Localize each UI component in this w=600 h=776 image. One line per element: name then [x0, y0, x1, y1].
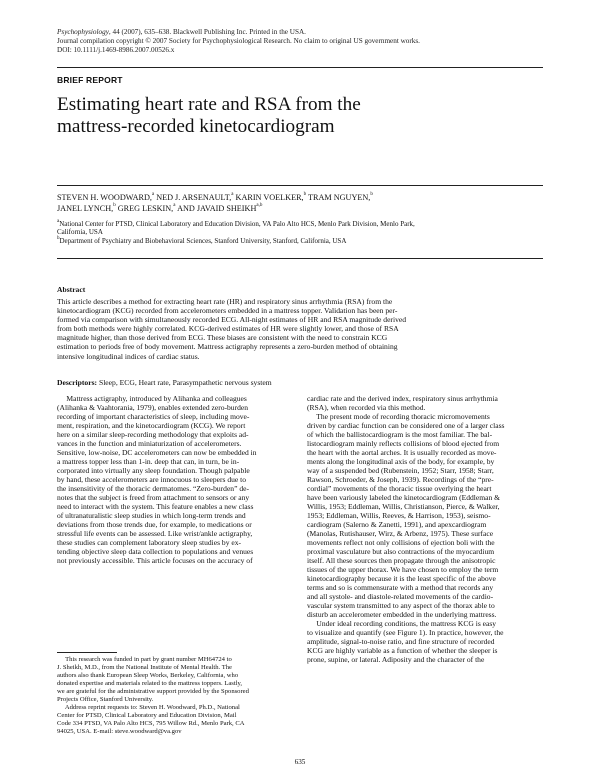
body-text-line: amplitude, signal-to-noise ratio, and fine structure of recorded: [307, 637, 495, 646]
affiliation-mark: b: [303, 192, 307, 197]
body-text-line: (Manolas, Rutishauser, Wirz, & Arbenz, 1975). These surface: [307, 529, 494, 538]
body-text-line: 1953; Eddleman, Willis, Reeves, & Harrison, 1953), seismo-: [307, 511, 491, 520]
author-name: STEVEN H. WOODWARD,: [57, 193, 152, 202]
abstract-heading: Abstract: [57, 285, 86, 294]
abstract-line: estimation to periods free of body movement. Mattress actigraphy represents a zero-burden method of obtaining: [57, 342, 398, 352]
body-text-line: Rawson, Schroeder, & Joseph, 1939). Recordings of the “pre-: [307, 475, 494, 484]
body-text-line: and all systole- and diastole-related movements of the cardio-: [307, 592, 494, 601]
body-text-line: notes that the subject is freed from attachment to sensors or any: [57, 493, 250, 502]
right-column: [307, 394, 543, 664]
abstract-line: from both methods were highly correlated. KCG-derived estimates of HR were slightly lower, and those of RSA: [57, 324, 399, 334]
descriptors: [57, 378, 272, 387]
body-text-line: vances in the function and miniaturization of accelerometers.: [57, 439, 242, 448]
affiliation-mark: b: [113, 202, 116, 208]
body-text-line: corporated into virtually any sleep foundation. Though palpable: [57, 466, 250, 475]
abstract-line: formed via comparison with simultaneously recorded ECG. All-night estimates of HR and RSA magnitude derived: [57, 315, 407, 325]
body-text-line: disturb an accelerometer embedded in the underlying mattress.: [307, 610, 497, 619]
section-label: BRIEF REPORT: [57, 75, 123, 85]
title-line: mattress-recorded kinetocardiogram: [57, 115, 335, 137]
abstract-body: [57, 297, 543, 361]
body-text-line: Sensitive, low-noise, DC accelerometers can now be embedded in: [57, 448, 257, 457]
body-text-line: movements reflect not only collisions of ejection boli with the: [307, 538, 495, 547]
affiliation-text: Department of Psychiatry and Biobehavioral Sciences, Stanford University, Stanford, California, USA: [59, 236, 347, 245]
author-name: TRAM NGUYEN,: [306, 193, 371, 202]
affiliation-mark: b: [370, 192, 373, 197]
descriptors-text: Sleep, ECG, Heart rate, Parasympathetic nervous system: [97, 378, 272, 387]
abstract-line: This article describes a method for extracting heart rate (HR) and respiratory sinus arrhythmia (RSA) from the: [57, 297, 393, 306]
affiliation-b: [57, 237, 543, 245]
affiliation-rule: [57, 258, 543, 259]
author-line: [57, 193, 543, 204]
body-text-line: cordial” movements of the thoracic tissue overlying the heart: [307, 484, 492, 493]
body-text-line: ments along the longitudinal axis of the body, for example, by: [307, 457, 495, 466]
body-text-line: driven by cardiac function can be considered one of a larger class: [307, 421, 505, 430]
footnote-line: Address reprint requests to: Steven H. Woodward, Ph.D., National: [57, 704, 240, 711]
body-text-line: itself. All these sources then propagate through the anisotropic: [307, 556, 496, 565]
affiliation-a-cont: California, USA: [57, 228, 103, 237]
author-name: NED J. ARSENAULT,: [154, 193, 232, 202]
journal-citation-line: [57, 28, 420, 37]
body-text-line: tissues of the upper thorax. We have chosen to employ the term: [307, 565, 499, 574]
body-text-line: (RSA), when recorded via this method.: [307, 403, 426, 412]
title-line: Estimating heart rate and RSA from the: [57, 94, 361, 115]
body-text-line: here on a similar sleep-recording methodology that exploits ad-: [57, 430, 249, 439]
author-line: [57, 204, 543, 215]
body-text-line: terms and so is commensurate with a method that records any: [307, 583, 494, 592]
affiliation-mark: a,b: [256, 202, 263, 208]
affiliation-a: [57, 220, 543, 228]
affiliation-mark: a: [57, 219, 60, 224]
title-rule: [57, 185, 543, 186]
body-text-line: kinetocardiography because it is the least specific of the above: [307, 574, 496, 583]
body-text-line: cardiogram (Salerno & Zanetti, 1991), and apexcardiogram: [307, 520, 487, 529]
body-text-line: The present mode of recording thoracic micromovements: [307, 412, 490, 421]
affiliation-mark: b: [57, 235, 60, 241]
footnote-line: we are grateful for the administrative support provided by the Sponsored: [57, 688, 249, 695]
body-text-line: deviations from those trends due, for example, to medications or: [57, 520, 252, 529]
copyright-line: Journal compilation copyright © 2007 Society for Psychophysiological Research. No claim to original US government works.: [57, 37, 420, 45]
article-title: [57, 94, 543, 137]
body-text-line: listocardiogram mainly reflects collisions of blood ejected from: [307, 439, 500, 448]
footnote-line: authors also thank European Sleep Works, Berkeley, California, who: [57, 672, 239, 679]
author-name: AND JAVAID SHEIKH: [175, 203, 257, 213]
affiliation-mark: a: [173, 202, 176, 208]
body-text-line: these studies can complement laboratory sleep studies by ex-: [57, 538, 242, 547]
body-text-line: of ultranaturalistic sleep studies in which long-term trends and: [57, 511, 246, 520]
affiliations: [57, 220, 543, 245]
body-text-line: cardiac rate and the derived index, respiratory sinus arrhythmia: [307, 394, 498, 403]
body-text-line: the heart with the aortal arches. It is usually recorded as move-: [307, 448, 497, 457]
doi-line: DOI: 10.1111/j.1469-8986.2007.00526.x: [57, 46, 175, 54]
body-text-line: tending objective sleep data collection to populations and venues: [57, 547, 254, 556]
author-name: KARIN VOELKER,: [233, 193, 304, 202]
body-text-line: ment, respiration, and the kinetocardiogram (KCG). We report: [57, 421, 246, 430]
body-text-line: to visualize and quantify (see Figure 1). In practice, however, the: [307, 628, 504, 637]
body-text-line: recording of important characteristics of sleep, including move-: [57, 412, 250, 421]
abstract-line: magnitude higher, than those derived from ECG. These biases are consistent with the need to constrain KCG: [57, 333, 388, 343]
footnote-line: 94025, USA. E-mail: steve.woodward@va.gov: [57, 728, 182, 735]
descriptors-label: Descriptors:: [57, 378, 98, 387]
journal-citation: , 44 (2007), 635–638. Blackwell Publishing Inc. Printed in the USA.: [108, 28, 306, 36]
body-text-line: way of a suspended bed (Rubenstein, 1952; Starr, 1958; Starr,: [307, 466, 494, 475]
footnote-line: This research was funded in part by grant number MH64724 to: [57, 656, 232, 663]
footnote-line: Center for PTSD, Clinical Laboratory and Education Division, Mail: [57, 712, 237, 719]
journal-header: [57, 28, 420, 55]
affiliation-mark: a: [151, 192, 155, 197]
footnote-line: J. Sheikh, M.D., from the National Institute of Mental Health. The: [57, 664, 232, 671]
body-text-line: by hand, these accelerometers are innocuous to sleepers due to: [57, 475, 247, 484]
body-text-line: need to interact with the system. This feature enables a new class: [57, 502, 254, 511]
body-text-line: a mattress topper less than 1-in. deep that can, in turn, be in-: [57, 457, 240, 466]
body-text-line: not previously accessible. This article focuses on the accuracy of: [57, 556, 253, 565]
footnote-line: Code 334 PTSD, VA Palo Alto HCS, 795 Willow Rd., Menlo Park, CA: [57, 720, 245, 727]
body-text-line: Mattress actigraphy, introduced by Alihanka and colleagues: [57, 394, 247, 403]
body-text-line: proximal vasculature but also contractions of the myocardium: [307, 547, 495, 556]
body-text-line: have been variously labeled the kinetocardiogram (Eddleman &: [307, 493, 501, 502]
footnote-line: donated expertise and materials related to the mattress toppers. Lastly,: [57, 680, 243, 687]
abstract-line: intensive longitudinal indices of cardiac status.: [57, 351, 200, 361]
author-name: GREG LESKIN,: [115, 203, 174, 213]
footnote-rule: [57, 652, 117, 653]
page-number: 635: [294, 758, 306, 766]
footnote: [57, 656, 293, 736]
body-text-line: the insensitivity of the thoracic dermatomes. “Zero-burden” de-: [57, 484, 249, 493]
body-text-line: vascular system transmitted to any aspect of the thorax able to: [307, 601, 495, 610]
body-text-line: KCG are highly variable as a function of whether the sleeper is: [307, 646, 498, 655]
body-text-line: (Alihanka & Vaahtorania, 1979), enables extended zero-burden: [57, 403, 248, 412]
affiliation-text: National Center for PTSD, Clinical Laboratory and Education Division, VA Palo Alto HCS, Menlo Park Division, Menlo Park,: [59, 220, 415, 228]
journal-name: Psychophysiology: [57, 28, 109, 36]
author-name: JANEL LYNCH,: [57, 203, 114, 213]
footnote-line: Projects Office, Stanford University.: [57, 696, 154, 703]
left-column: [57, 394, 293, 565]
body-text-line: stressful life events can be assessed. Like wrist/ankle actigraphy,: [57, 529, 253, 538]
body-text-line: prone, supine, or lateral. Adiposity and the character of the: [307, 655, 485, 664]
body-text-line: Willis, 1953; Eddleman, Willis, Christianson, Pierce, & Walker,: [307, 502, 500, 511]
abstract-line: kinetocardiogram (KCG) recorded from accelerometers embedded in a mattress topper. Validation has been per-: [57, 306, 398, 316]
body-text-line: of which the ballistocardiogram is the most familiar. The bal-: [307, 430, 493, 439]
author-list: [57, 193, 543, 215]
header-rule: [57, 67, 543, 68]
body-text-line: Under ideal recording conditions, the mattress KCG is easy: [307, 619, 497, 628]
affiliation-mark: a: [231, 192, 234, 197]
